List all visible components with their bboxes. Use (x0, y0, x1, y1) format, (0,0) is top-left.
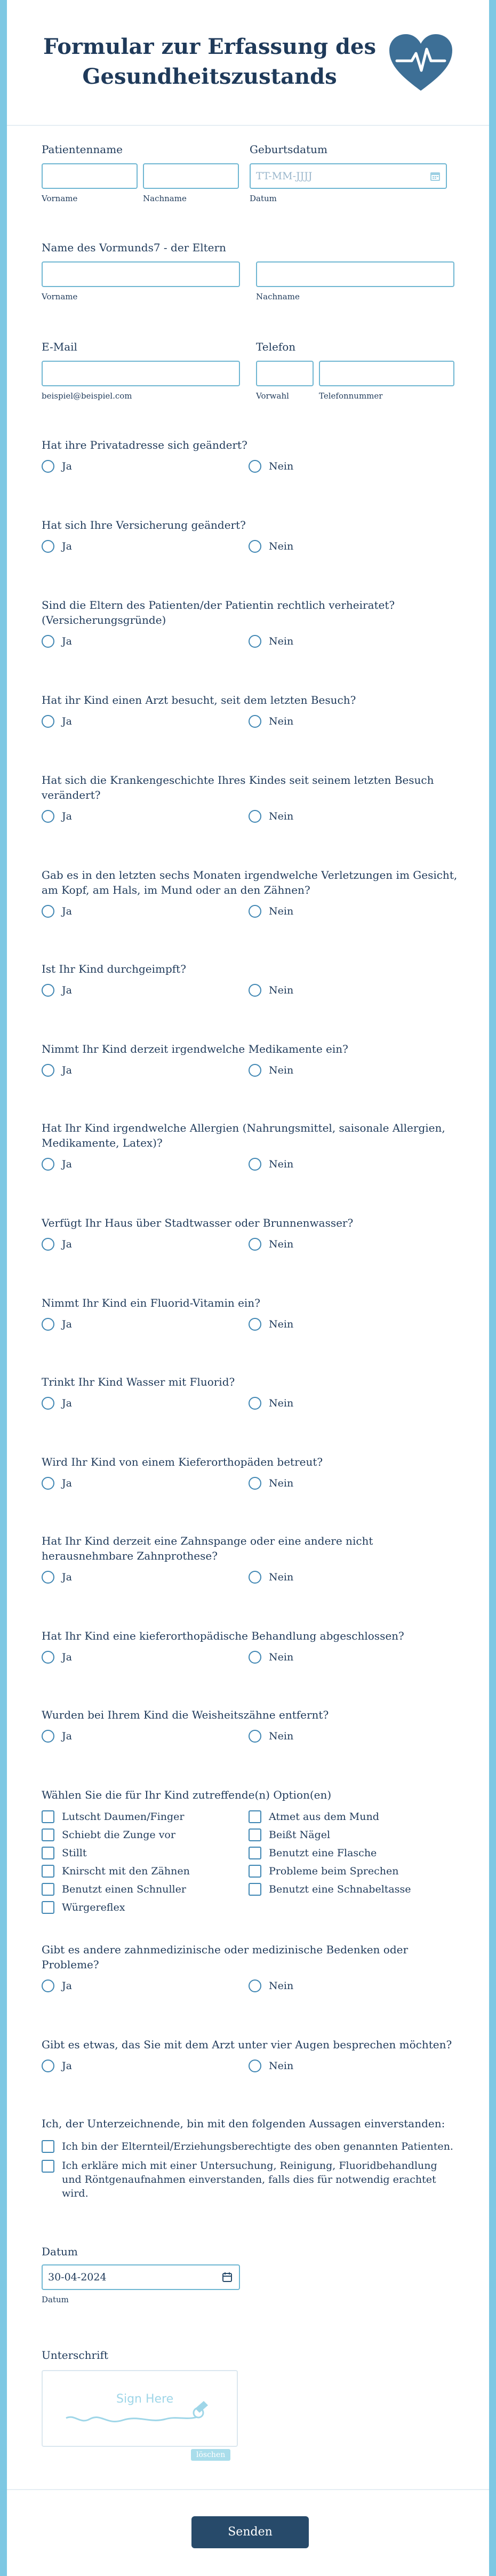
radio-yes-label: Ja (62, 540, 72, 552)
dob-input[interactable] (250, 163, 447, 189)
radio-yes-label: Ja (62, 1571, 72, 1583)
question-block (42, 1454, 458, 1490)
radio-no-label: Nein (269, 635, 294, 647)
checkbox-label: Ich erkläre mich mit einer Untersuchung, Reinigung, Fluoridbehandlung und Röntgenaufnahmen einverstanden, falls dies für notwendig erachtet wird. (62, 2160, 437, 2199)
radio-circle[interactable] (42, 1318, 54, 1331)
radio-circle[interactable] (42, 715, 54, 728)
radio-no[interactable] (249, 1064, 455, 1077)
radio-no-label: Nein (269, 460, 294, 472)
checkbox-option[interactable] (42, 1844, 249, 1862)
radio-yes-label: Ja (62, 715, 72, 727)
radio-no[interactable] (249, 1397, 455, 1410)
dob-placeholder: TT-MM-JJJJ (256, 170, 313, 182)
checkbox-box[interactable] (249, 1865, 261, 1878)
question-block (42, 2037, 458, 2072)
radio-yes[interactable] (42, 635, 249, 648)
radio-yes-label: Ja (62, 1318, 72, 1330)
radio-circle[interactable] (249, 715, 261, 728)
radio-circle[interactable] (42, 1158, 54, 1171)
radio-no-label: Nein (269, 810, 294, 822)
checkbox-label: Benutzt einen Schnuller (62, 1883, 186, 1895)
radio-yes-label: Ja (62, 1730, 72, 1742)
radio-no-label: Nein (269, 1477, 294, 1489)
radio-circle[interactable] (42, 2060, 54, 2072)
phone-number-sublabel: Telefonnummer (319, 391, 383, 401)
radio-no[interactable] (249, 540, 455, 553)
question-text: Hat sich die Krankengeschichte Ihres Kindes seit seinem letzten Besuch verändert? (42, 774, 434, 801)
radio-no-label: Nein (269, 1238, 294, 1250)
checkbox-label: Stillt (62, 1847, 87, 1859)
question-text: Nimmt Ihr Kind derzeit irgendwelche Medikamente ein? (42, 1043, 348, 1055)
guardian-last-name-input[interactable] (256, 261, 454, 287)
checkbox-box[interactable] (42, 1847, 54, 1859)
radio-no[interactable] (249, 810, 455, 823)
checkbox-option[interactable] (42, 1880, 249, 1898)
signature-pad[interactable] (42, 2370, 238, 2447)
checkbox-option[interactable] (249, 1844, 455, 1862)
radio-no-label: Nein (269, 2060, 294, 2072)
radio-no[interactable] (249, 1158, 455, 1171)
consent-checkbox-treatment[interactable] (42, 2159, 458, 2200)
submit-button[interactable]: Senden (191, 2516, 309, 2548)
question-block (42, 1120, 458, 1171)
radio-circle[interactable] (42, 1730, 54, 1743)
radio-circle[interactable] (42, 984, 54, 997)
radio-yes[interactable] (42, 1238, 249, 1251)
checkbox-option[interactable] (249, 1880, 455, 1898)
radio-no[interactable] (249, 1238, 455, 1251)
radio-no[interactable] (249, 2060, 455, 2072)
radio-yes[interactable] (42, 810, 249, 823)
radio-yes[interactable] (42, 1397, 249, 1410)
question-block (42, 961, 458, 997)
question-text: Sind die Eltern des Patienten/der Patientin rechtlich verheiratet? (Versicherungsgründe) (42, 599, 395, 626)
radio-yes[interactable] (42, 2060, 249, 2072)
radio-yes[interactable] (42, 984, 249, 997)
radio-circle[interactable] (249, 460, 261, 473)
checkbox-box[interactable] (42, 1883, 54, 1896)
radio-no-label: Nein (269, 1571, 294, 1583)
radio-no[interactable] (249, 905, 455, 918)
radio-no-label: Nein (269, 1064, 294, 1076)
radio-circle[interactable] (249, 2060, 261, 2072)
checkbox-box[interactable] (249, 1810, 261, 1823)
patient-last-name-sublabel: Nachname (143, 194, 187, 203)
patient-first-name-input[interactable] (42, 163, 138, 189)
checkbox-label: Atmet aus dem Mund (269, 1811, 379, 1823)
calendar-icon[interactable] (222, 2272, 233, 2283)
question-text: Gibt es andere zahnmedizinische oder medizinische Bedenken oder Probleme? (42, 1943, 409, 1971)
radio-no-label: Nein (269, 1158, 294, 1170)
phone-area-sublabel: Vorwahl (256, 391, 289, 401)
question-block (42, 1374, 458, 1410)
radio-circle[interactable] (249, 1979, 261, 1992)
radio-circle[interactable] (249, 540, 261, 553)
radio-no[interactable] (249, 1571, 455, 1584)
radio-yes[interactable] (42, 1571, 249, 1584)
radio-circle[interactable] (42, 460, 54, 473)
guardian-first-name-input[interactable] (42, 261, 240, 287)
radio-no-label: Nein (269, 1651, 294, 1663)
radio-no[interactable] (249, 1730, 455, 1743)
checkbox-box[interactable] (42, 2140, 54, 2153)
question-block (42, 773, 458, 823)
checkbox-option[interactable] (42, 1898, 249, 1917)
question-text: Hat ihre Privatadresse sich geändert? (42, 439, 247, 451)
checkbox-box[interactable] (42, 1828, 54, 1841)
radio-yes[interactable] (42, 905, 249, 918)
radio-yes-label: Ja (62, 460, 72, 472)
radio-circle[interactable] (249, 1318, 261, 1331)
radio-yes[interactable] (42, 1158, 249, 1171)
radio-circle[interactable] (42, 635, 54, 648)
checkbox-option[interactable] (249, 1826, 455, 1844)
radio-circle[interactable] (249, 635, 261, 648)
radio-circle[interactable] (42, 1651, 54, 1664)
question-text: Hat Ihr Kind eine kieferorthopädische Behandlung abgeschlossen? (42, 1629, 404, 1642)
question-block (42, 598, 458, 648)
checkbox-box[interactable] (42, 1810, 54, 1823)
checkbox-label: Benutzt eine Schnabeltasse (269, 1883, 411, 1895)
radio-circle[interactable] (42, 905, 54, 918)
calendar-icon[interactable] (430, 171, 441, 181)
question-block (42, 1942, 458, 1992)
radio-no-label: Nein (269, 715, 294, 727)
checkbox-option[interactable] (249, 1862, 455, 1880)
radio-yes[interactable] (42, 460, 249, 473)
radio-yes[interactable] (42, 715, 249, 728)
signature-hint: Sign Here (116, 2392, 174, 2406)
radio-circle[interactable] (42, 1571, 54, 1584)
radio-circle[interactable] (249, 984, 261, 997)
question-block (42, 1295, 458, 1331)
checkbox-label: Ich bin der Elternteil/Erziehungsberechtigte des oben genannten Patienten. (62, 2141, 453, 2152)
radio-no-label: Nein (269, 1397, 294, 1409)
question-block (42, 868, 458, 918)
patient-name-label: Patientenname (42, 143, 123, 156)
form-card (7, 0, 489, 2576)
consent-checkbox-guardian[interactable] (42, 2137, 458, 2156)
consent-block (42, 2116, 458, 2200)
radio-no-label: Nein (269, 905, 294, 917)
checkbox-box[interactable] (249, 1828, 261, 1841)
radio-yes-label: Ja (62, 1238, 72, 1250)
checkbox-label: Schiebt die Zunge vor (62, 1829, 175, 1841)
signature-clear-button[interactable]: löschen (191, 2449, 230, 2461)
question-text: Nimmt Ihr Kind ein Fluorid-Vitamin ein? (42, 1297, 260, 1309)
radio-yes-label: Ja (62, 1064, 72, 1076)
form-footer (7, 2489, 489, 2576)
radio-circle[interactable] (42, 1397, 54, 1410)
radio-yes[interactable] (42, 1477, 249, 1490)
radio-yes[interactable] (42, 1651, 249, 1664)
radio-yes-label: Ja (62, 905, 72, 917)
checkbox-box[interactable] (42, 2160, 54, 2173)
checkbox-box[interactable] (249, 1847, 261, 1859)
question-text: Hat Ihr Kind irgendwelche Allergien (Nahrungsmittel, saisonale Allergien, Medikamente, Latex)? (42, 1122, 445, 1149)
signature-label: Unterschrift (42, 2349, 108, 2362)
phone-number-input[interactable] (319, 361, 454, 386)
checkbox-box[interactable] (42, 1901, 54, 1914)
radio-circle[interactable] (249, 1397, 261, 1410)
patient-first-name-sublabel: Vorname (42, 194, 78, 203)
radio-no-label: Nein (269, 984, 294, 996)
email-input[interactable] (42, 361, 240, 386)
radio-circle[interactable] (249, 905, 261, 918)
form-header (7, 0, 489, 126)
habits-label: Wählen Sie die für Ihr Kind zutreffende(n) Option(en) (42, 1788, 332, 1801)
question-text: Verfügt Ihr Haus über Stadtwasser oder Brunnenwasser? (42, 1217, 354, 1229)
radio-circle[interactable] (42, 1064, 54, 1077)
question-text: Wird Ihr Kind von einem Kieferorthopäden betreut? (42, 1456, 323, 1468)
phone-label: Telefon (256, 340, 296, 353)
radio-no[interactable] (249, 715, 455, 728)
radio-no[interactable] (249, 1318, 455, 1331)
checkbox-option[interactable] (42, 1862, 249, 1880)
checkbox-box[interactable] (249, 1883, 261, 1896)
question-block (42, 1628, 458, 1664)
question-text: Gab es in den letzten sechs Monaten irgendwelche Verletzungen im Gesicht, am Kopf, am Hals, im Mund oder an den Zähnen? (42, 869, 458, 896)
question-text: Hat Ihr Kind derzeit eine Zahnspange oder eine andere nicht herausnehmbare Zahnprothese? (42, 1535, 373, 1562)
form-title: Formular zur Erfassung des Gesundheitszustands (43, 34, 376, 89)
guardian-last-name-sublabel: Nachname (256, 292, 300, 301)
question-block (42, 518, 458, 553)
date-block (42, 2244, 458, 2305)
date-value: 30-04-2024 (48, 2271, 107, 2283)
question-text: Ist Ihr Kind durchgeimpft? (42, 963, 186, 975)
radio-yes[interactable] (42, 1730, 249, 1743)
radio-yes-label: Ja (62, 635, 72, 647)
checkbox-label: Probleme beim Sprechen (269, 1865, 399, 1877)
checkbox-label: Würgereflex (62, 1902, 125, 1913)
habits-block (42, 1787, 458, 1917)
checkbox-option[interactable] (42, 1808, 249, 1826)
question-text: Trinkt Ihr Kind Wasser mit Fluorid? (42, 1376, 235, 1388)
radio-yes[interactable] (42, 540, 249, 553)
radio-yes-label: Ja (62, 2060, 72, 2072)
checkbox-label: Beißt Nägel (269, 1829, 331, 1841)
radio-circle[interactable] (249, 810, 261, 823)
question-text: Hat ihr Kind einen Arzt besucht, seit dem letzten Besuch? (42, 694, 356, 706)
phone-area-input[interactable] (256, 361, 314, 386)
radio-yes[interactable] (42, 1979, 249, 1992)
radio-no[interactable] (249, 635, 455, 648)
question-block (42, 1041, 458, 1077)
date-input[interactable] (42, 2264, 240, 2290)
radio-circle[interactable] (249, 1158, 261, 1171)
patient-last-name-input[interactable] (143, 163, 239, 189)
checkbox-label: Knirscht mit den Zähnen (62, 1865, 190, 1877)
radio-yes-label: Ja (62, 1980, 72, 1992)
radio-no[interactable] (249, 460, 455, 473)
guardian-label: Name des Vormunds7 - der Eltern (42, 241, 226, 254)
dob-sublabel: Datum (250, 194, 277, 203)
question-block (42, 1215, 458, 1251)
radio-circle[interactable] (42, 1477, 54, 1490)
email-label: E-Mail (42, 340, 77, 353)
radio-no[interactable] (249, 1651, 455, 1664)
radio-circle[interactable] (249, 1571, 261, 1584)
radio-circle[interactable] (249, 1064, 261, 1077)
checkbox-option[interactable] (249, 1808, 455, 1826)
radio-no[interactable] (249, 1979, 455, 1992)
checkbox-label: Lutscht Daumen/Finger (62, 1811, 185, 1823)
heart-pulse-icon (388, 33, 453, 93)
radio-circle[interactable] (249, 1477, 261, 1490)
radio-circle[interactable] (249, 1238, 261, 1251)
radio-yes-label: Ja (62, 1477, 72, 1489)
radio-yes-label: Ja (62, 810, 72, 822)
consent-label: Ich, der Unterzeichnende, bin mit den folgenden Aussagen einverstanden: (42, 2117, 445, 2130)
question-block (42, 1533, 458, 1584)
radio-circle[interactable] (42, 810, 54, 823)
radio-no-label: Nein (269, 1730, 294, 1742)
radio-yes-label: Ja (62, 1158, 72, 1170)
question-block (42, 1707, 458, 1743)
radio-circle[interactable] (249, 1651, 261, 1664)
question-block (42, 693, 458, 728)
dob-label: Geburtsdatum (250, 143, 327, 156)
signature-block (42, 2348, 458, 2459)
radio-yes-label: Ja (62, 1397, 72, 1409)
checkbox-box[interactable] (42, 1865, 54, 1878)
radio-yes-label: Ja (62, 1651, 72, 1663)
date-label: Datum (42, 2245, 78, 2258)
radio-no-label: Nein (269, 1980, 294, 1992)
question-text: Wurden bei Ihrem Kind die Weisheitszähne entfernt? (42, 1708, 329, 1721)
radio-yes-label: Ja (62, 984, 72, 996)
radio-circle[interactable] (42, 1238, 54, 1251)
radio-no-label: Nein (269, 1318, 294, 1330)
date-sublabel: Datum (42, 2295, 69, 2304)
radio-circle[interactable] (249, 1730, 261, 1743)
checkbox-option[interactable] (42, 1826, 249, 1844)
checkbox-label: Benutzt eine Flasche (269, 1847, 377, 1859)
question-block (42, 438, 458, 473)
question-text: Gibt es etwas, das Sie mit dem Arzt unter vier Augen besprechen möchten? (42, 2038, 452, 2051)
guardian-first-name-sublabel: Vorname (42, 292, 78, 301)
radio-yes[interactable] (42, 1318, 249, 1331)
radio-circle[interactable] (42, 1979, 54, 1992)
radio-no[interactable] (249, 1477, 455, 1490)
question-text: Hat sich Ihre Versicherung geändert? (42, 519, 246, 531)
radio-circle[interactable] (42, 540, 54, 553)
radio-no-label: Nein (269, 540, 294, 552)
radio-no[interactable] (249, 984, 455, 997)
email-sublabel: beispiel@beispiel.com (42, 391, 132, 401)
radio-yes[interactable] (42, 1064, 249, 1077)
